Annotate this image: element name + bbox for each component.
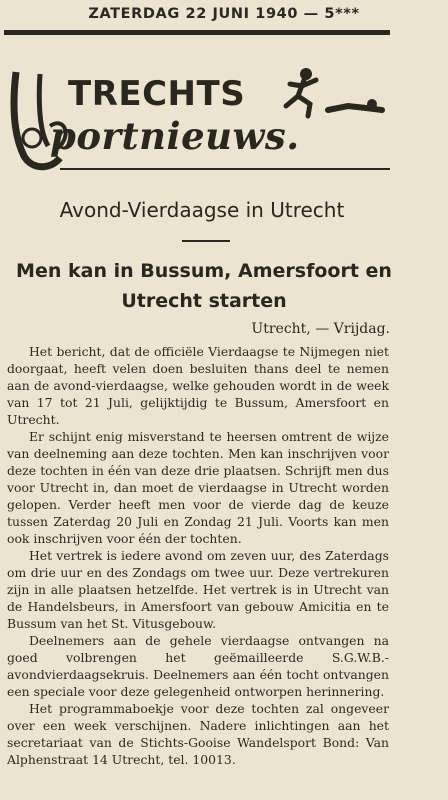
article-paragraph: Deelnemers aan de gehele vierdaagse ontvangen na goed volbrengen het geëmailleerde S.G.W.B.-avondvierdaagsekruis. Deelnemers aan één tocht ontvangen een speciale voor deze gelegenheid ontworpen herinnering. — [7, 633, 389, 699]
top-rule — [4, 30, 390, 35]
article-paragraph: Er schijnt enig misverstand te heersen omtrent de wijze van deelneming aan deze tochten. Men kan inschrijven voor deze tochten in één van deze drie plaatsen. Schrijft men dus voor Utrecht in, dan moet de vierdaagse in Utrecht worden gelopen. Verder heeft men voor de vierde dag de keuze tussen Zaterdag 20 Juli en Zondag 21 Juli. Voorts kan men ook inschrijven voor één der tochten. — [7, 429, 389, 546]
masthead-underline — [60, 168, 390, 170]
article-paragraph: Het programmaboekje voor deze tochten zal ongeveer over een week verschijnen. Nadere inlichtingen aan het secretariaat van de Stichts-Gooise Wandelsport Bond: Van Alphenstraat 14 Utrecht, tel. 10013. — [7, 701, 389, 767]
article-paragraph: Het bericht, dat de officiële Vierdaagse te Nijmegen niet doorgaat, heeft velen doen besluiten thans deel te nemen aan de avond-vierdaagse, welke gehouden wordt in de week van 17 tot 21 Juli, gelijktijdig te Bussum, Amersfoort en Utrecht. — [7, 344, 389, 427]
article-body — [7, 343, 389, 768]
dateline: ZATERDAG 22 JUNI 1940 — 5*** — [88, 6, 360, 22]
masthead-logo — [10, 66, 390, 174]
runner-figure-icon — [278, 66, 388, 122]
article-headline: Avond-Vierdaagse in Utrecht — [59, 198, 345, 222]
masthead-word-sportnieuws: portnieuws. — [50, 114, 300, 158]
masthead-word-utrechts: TRECHTS — [68, 74, 246, 114]
article-byline: Utrecht, — Vrijdag. — [251, 321, 390, 337]
headline-divider — [182, 240, 230, 242]
article-paragraph: Het vertrek is iedere avond om zeven uur, des Zaterdags om drie uur en des Zondags om twee uur. Deze vertrekuren zijn in alle plaatsen hetzelfde. Het vertrek is in Utrecht van de Handelsbeurs, in Amersfoort van gebouw Amicitia en te Bussum van het St. Vitusgebouw. — [7, 548, 389, 631]
article-subheadline: Men kan in Bussum, Amersfoort en Utrecht starten — [16, 260, 392, 312]
